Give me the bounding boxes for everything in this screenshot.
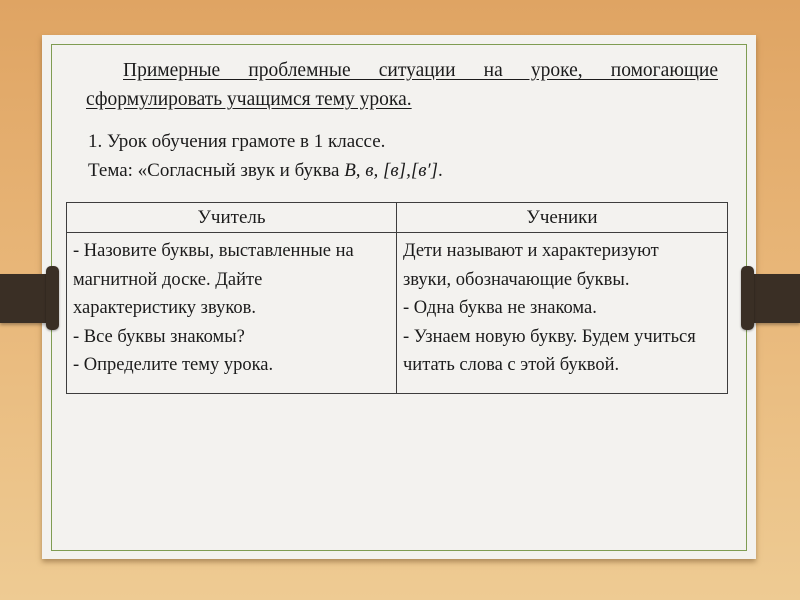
table-header-students: Ученики — [397, 203, 728, 233]
teacher-students-table — [66, 202, 728, 394]
right-edge-tab-cap — [741, 266, 754, 330]
students-cell-line: читать слова с этой буквой. — [403, 355, 620, 375]
tema-letters-italic: В, в, [в],[в′] — [344, 160, 439, 181]
table-header-teacher: Учитель — [67, 203, 397, 233]
students-cell-line: - Одна буква не знакома. — [403, 298, 597, 318]
slide-title — [86, 56, 718, 114]
tema-prefix: Тема: «Согласный звук и буква — [88, 160, 345, 181]
students-cell — [397, 233, 728, 394]
slide-title-line-1: Примерные проблемные ситуации на уроке, помогающие — [123, 60, 718, 81]
students-cell-line: звуки, обозначающие буквы. — [403, 269, 630, 290]
teacher-cell-line: - Назовите буквы, выставленные на — [73, 241, 354, 261]
right-edge-tab-decoration — [748, 274, 800, 323]
students-cell-line: - Узнаем новую букву. Будем учиться — [403, 326, 696, 347]
table-body-row — [67, 233, 728, 394]
teacher-cell — [67, 233, 397, 394]
slide-title-line-2: сформулировать учащимся тему урока. — [86, 89, 412, 110]
teacher-cell-line: - Все буквы знакомы? — [73, 326, 245, 347]
teacher-cell-line: магнитной доске. Дайте — [73, 269, 263, 290]
teacher-cell-line: характеристику звуков. — [73, 298, 256, 318]
slide-canvas — [42, 35, 756, 559]
left-edge-tab-decoration — [0, 274, 52, 323]
tema-suffix: . — [438, 160, 443, 181]
lesson-line: 1. Урок обучения грамоте в 1 классе. — [88, 131, 386, 152]
teacher-cell-line: - Определите тему урока. — [73, 355, 274, 375]
left-edge-tab-cap — [46, 266, 59, 330]
tema-line — [88, 156, 443, 185]
students-cell-line: Дети называют и характеризуют — [403, 241, 659, 261]
table-header-row — [67, 203, 728, 233]
